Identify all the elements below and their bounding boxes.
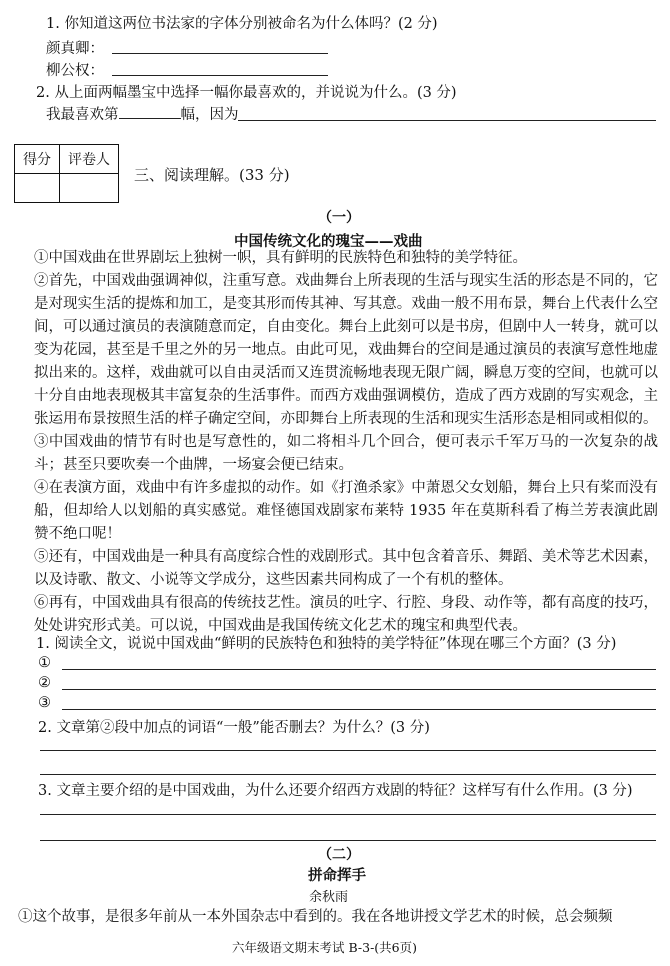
score-table [14,144,119,203]
paragraph-3: ③中国戏曲的情节有时也是写意性的，如二将相斗几个回合，便可表示千军万马的一次复杂的战斗；甚至只要吹奏一个曲牌，一场宴会便已结束。 [34,434,658,473]
answer-mark-3: ③ [38,695,51,711]
paragraph-6: ⑥再有，中国戏曲具有很高的传统技艺性。演员的吐字、行腔、身段、动作等，都有高度的技巧，处处讲究形式美。可以说，中国戏曲是我国传统文化艺术的瑰宝和典型代表。 [34,595,658,634]
passage2-title: 拼命挥手 [308,868,366,884]
paragraph-1: ①中国戏曲在世界剧坛上独树一帜，具有鲜明的民族特色和独特的美学特征。 [34,250,527,266]
passage2-first-line: ①这个故事，是很多年前从一本外国杂志中看到的。我在各地讲授文学艺术的时候，总会频频 [18,909,613,925]
answer-suffix: 幅，因为 [180,107,239,123]
passage1-body [18,247,658,638]
passage1-question-3: 3. 文章主要介绍的是中国戏曲，为什么还要介绍西方戏剧的特征？这样写有什么作用。(3 分) [38,783,633,799]
passage1-number: （一） [318,210,360,226]
passage1-question-2: 2. 文章第②段中加点的词语“一般”能否删去？为什么？(3 分) [38,720,430,736]
answer-line-q2a[interactable] [40,750,656,751]
answer-line-liu[interactable] [112,75,328,76]
paragraph-5: ⑤还有，中国戏曲是一种具有高度综合性的戏剧形式。其中包含着音乐、舞蹈、美术等艺术因素，以及诗歌、散文、小说等文学成分，这些因素共同构成了一个有机的整体。 [34,549,658,588]
grader-cell[interactable] [60,174,119,203]
question-2: 2. 从上面两幅墨宝中选择一幅你最喜欢的，并说说为什么。(3 分) [36,85,457,101]
answer-line-q3a[interactable] [40,814,656,815]
passage1-title: 中国传统文化的瑰宝——戏曲 [234,234,423,250]
page-footer: 六年级语文期末考试 B-3-(共6页) [232,940,417,955]
section3-title: 三、阅读理解。(33 分) [134,166,290,184]
passage1-question-1: 1. 阅读全文，说说中国戏曲“鲜明的民族特色和独特的美学特征”体现在哪三个方面？(3 分) [36,636,617,652]
answer-blank-number[interactable] [119,104,181,119]
answer-line-yan[interactable] [112,53,328,54]
score-header: 得分 [15,145,60,174]
passage2-author: 余秋雨 [309,890,349,905]
answer-prefix: 我最喜欢第 [46,107,119,123]
grader-header: 评卷人 [60,145,119,174]
answer-label-liu: 柳公权： [46,63,104,79]
answer-mark-1: ① [38,655,51,671]
answer-line-1[interactable] [62,669,656,670]
answer-line-q2b[interactable] [40,774,656,775]
paragraph-2: ②首先，中国戏曲强调神似，注重写意。戏曲舞台上所表现的生活与现实生活的形态是不同的，它是对现实生活的提炼和加工，是变其形而传其神、写其意。戏曲一般不用布景，舞台上代表什么空间，可以通过演员的表演随意而定，自由变化。舞台上此刻可以是书房，但剧中人一转身，就可以变为花园，甚至是千里之外的另一地点。由此可见，戏曲舞台的空间是通过演员的表演写意性地虚拟出来的。这样，戏曲就可以自由灵活而又连贯流畅地表现无限广阔，瞬息万变的空间，也就可以十分自由地表现极其丰富复杂的生活事件。而西方戏曲强调模仿，造成了西方戏剧的写实观念，主张运用布景按照生活的样子确定空间，亦即舞台上所表现的生活和现实生活形态是相同或相似的。 [34,273,658,427]
score-cell[interactable] [15,174,60,203]
answer-line-q3b[interactable] [40,840,656,841]
answer-line-3[interactable] [62,709,656,710]
passage2-number: （二） [318,847,360,863]
answer-line-2[interactable] [62,689,656,690]
answer-line-reason[interactable] [238,120,656,121]
answer-mark-2: ② [38,675,51,691]
answer-label-favorite [46,103,239,124]
paragraph-4: ④在表演方面，戏曲中有许多虚拟的动作。如《打渔杀家》中萧恩父女划船，舞台上只有桨而没有船，但却给人以划船的真实感觉。难怪德国戏剧家布莱特 1935 年在莫斯科看了梅兰芳表演此剧赞不绝口呢！ [34,480,658,542]
question-1: 1. 你知道这两位书法家的字体分别被命名为什么体吗？(2 分) [46,16,438,32]
answer-label-yan: 颜真卿： [46,41,104,57]
